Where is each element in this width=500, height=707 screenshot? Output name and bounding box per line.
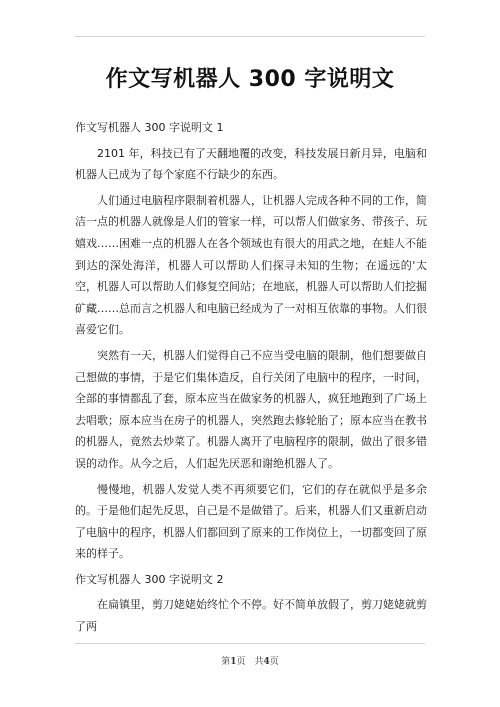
body-paragraph: 2101 年，科技已有了天翻地覆的改变，科技发展日新月异，电脑和机器人已成为了每个家庭不行缺少的东西。 <box>75 146 427 182</box>
footer-page-mid: 页 共 <box>236 657 264 667</box>
body-paragraph: 突然有一天，机器人们觉得自己不应当受电脑的限制，他们想要做自己想做的事情，于是它们集体造反，自行关闭了电脑中的程序，一时间，全部的事情都乱了套，原本应当在做家务的机器人，疯狂地跑到了广场上去唱歌；原本应当在房子的机器人，突然跑去修轮胎了；原本应当在教书的机器人，竟然去炒菜了。机器人离开了电脑程序的限制，做出了很多错误的动作。从今之后，人们起先厌恶和谢绝机器人了。 <box>75 348 427 470</box>
section-heading: 作文写机器人 300 字说明文 2 <box>75 572 224 586</box>
section-heading: 作文写机器人 300 字说明文 1 <box>75 121 224 134</box>
footer-rule <box>75 643 425 644</box>
page-footer <box>0 654 500 667</box>
footer-page-number: 1 <box>230 657 237 667</box>
body-paragraph: 慢慢地，机器人发觉人类不再须要它们，它们的存在就似乎是多余的。于是他们起先反思，自己是不是做错了。后来，机器人们又重新启动了电脑中的程序，机器人们都回到了原来的工作岗位上，一切都变回了原来的样子。 <box>75 482 427 561</box>
body-paragraph: 在扁镇里，剪刀姥姥始终忙个不停。好不简单放假了，剪刀姥姥就剪了两 <box>75 598 427 634</box>
footer-page-suffix: 页 <box>269 657 279 667</box>
header-rule <box>75 36 425 37</box>
document-title: 作文写机器人 300 字说明文 <box>105 67 395 92</box>
document-body <box>75 117 427 642</box>
footer-page-prefix: 第 <box>221 657 231 667</box>
footer-page-total: 4 <box>263 657 270 667</box>
body-paragraph: 人们通过电脑程序限制着机器人，让机器人完成各种不同的工作，简洁一点的机器人就像是人们的管家一样，可以帮人们做家务、带孩子、玩嬉戏……困难一点的机器人在各个领域也有很大的用武之地，在蛙人不能到达的深处海洋，机器人可以帮助人们探寻未知的生物；在遥远的'太空，机器人可以帮助人们修复空间站；在地底，机器人可以帮助人们挖掘矿藏……总而言之机器人和电脑已经成为了一对相互依靠的事物。人们很喜爱它们。 <box>75 193 427 337</box>
